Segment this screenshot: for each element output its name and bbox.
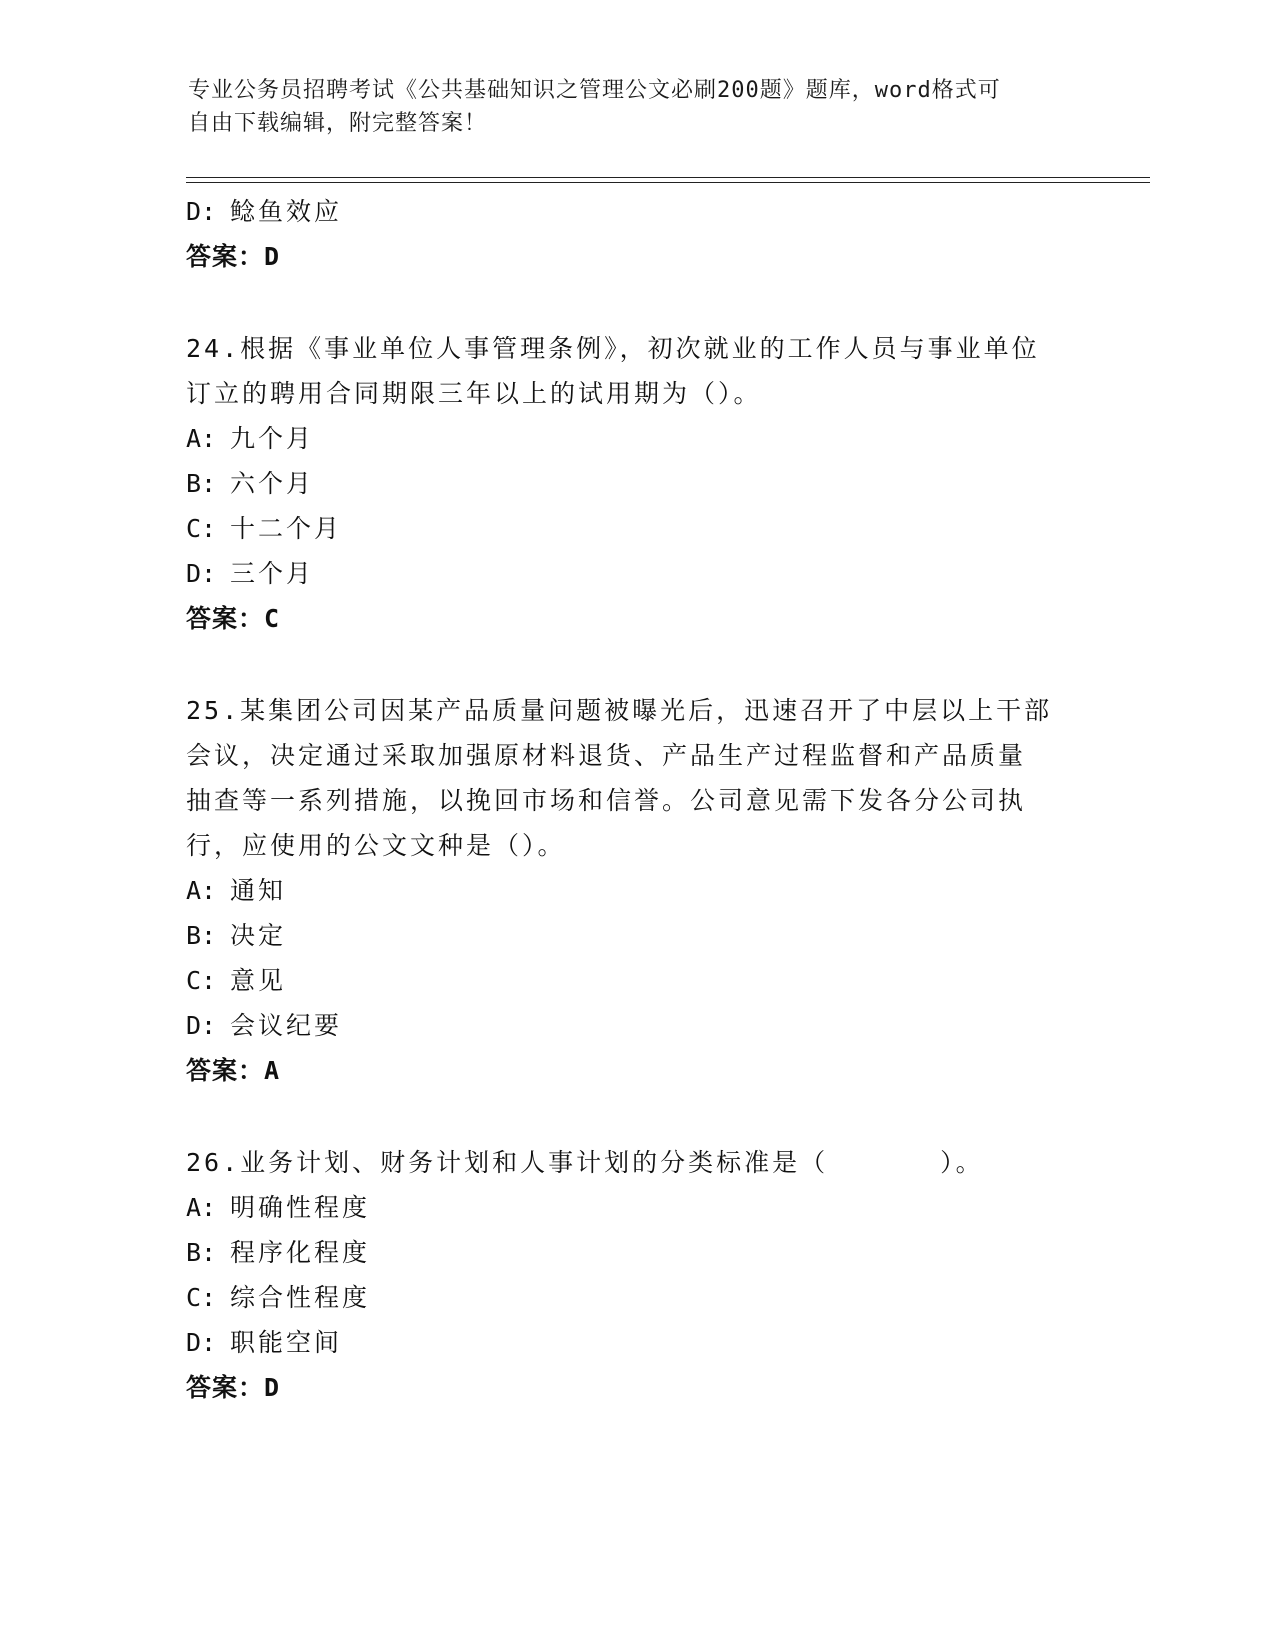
spacer: [186, 1093, 1086, 1140]
answer-value: D: [264, 242, 282, 271]
option-key: D:: [186, 1011, 217, 1040]
option-b: [186, 913, 1086, 958]
header-divider-top: [186, 177, 1150, 178]
option-b: [186, 1230, 1086, 1275]
option-text: 通知: [230, 876, 287, 905]
option-key: B:: [186, 469, 217, 498]
option-key: B:: [186, 921, 217, 950]
option-key: C:: [186, 966, 217, 995]
option-c: [186, 1275, 1086, 1320]
spacer: [186, 641, 1086, 688]
question-list: [186, 189, 1086, 1410]
option-key: B:: [186, 1238, 217, 1267]
answer-label: 答案：: [186, 242, 265, 271]
spacer: [186, 279, 1086, 326]
option-text: 九个月: [230, 424, 315, 453]
answer-label: 答案：: [186, 1056, 265, 1085]
answer-line: [186, 1048, 1086, 1093]
page-header: [188, 74, 1088, 140]
option-text: 决定: [230, 921, 287, 950]
option-text: 明确性程度: [230, 1193, 371, 1222]
question-text-line: 25.某集团公司因某产品质量问题被曝光后，迅速召开了中层以上干部: [186, 696, 1053, 725]
answer-value: C: [264, 604, 282, 633]
question-text-line: 订立的聘用合同期限三年以上的试用期为（）。: [186, 379, 762, 408]
answer-line: [186, 596, 1086, 641]
question-text-line: 26.业务计划、财务计划和人事计划的分类标准是（ ）。: [186, 1148, 984, 1177]
option-a: [186, 1185, 1086, 1230]
header-divider-bottom: [186, 182, 1150, 183]
option-d: [186, 1003, 1086, 1048]
option-key: D:: [186, 559, 217, 588]
answer-value: D: [264, 1373, 282, 1402]
question-text-line: 24.根据《事业单位人事管理条例》，初次就业的工作人员与事业单位: [186, 334, 1040, 363]
question-25: [186, 688, 1086, 1093]
question-24: [186, 326, 1086, 641]
option-key: D:: [186, 197, 217, 226]
option-b: [186, 461, 1086, 506]
option-text: 职能空间: [230, 1328, 343, 1357]
option-key: A:: [186, 876, 217, 905]
option-a: [186, 868, 1086, 913]
option-key: A:: [186, 424, 217, 453]
prev-question-tail: [186, 189, 1086, 279]
option-text: 十二个月: [230, 514, 343, 543]
question-26: [186, 1140, 1086, 1410]
option-text: 六个月: [230, 469, 315, 498]
question-text-line: 会议，决定通过采取加强原材料退货、产品生产过程监督和产品质量: [186, 741, 1027, 770]
header-line-2: 自由下载编辑，附完整答案！: [188, 111, 488, 136]
option-c: [186, 958, 1086, 1003]
option-d: [186, 551, 1086, 596]
question-text-line: 抽查等一系列措施，以挽回市场和信誉。公司意见需下发各分公司执: [186, 786, 1027, 815]
option-key: C:: [186, 1283, 217, 1312]
option-text: 三个月: [230, 559, 315, 588]
option-text: 会议纪要: [230, 1011, 343, 1040]
option-d: [186, 1320, 1086, 1365]
option-key: A:: [186, 1193, 217, 1222]
option-d: [186, 189, 1086, 234]
option-text: 综合性程度: [230, 1283, 371, 1312]
answer-value: A: [264, 1056, 282, 1085]
option-key: D:: [186, 1328, 217, 1357]
option-text: 程序化程度: [230, 1238, 371, 1267]
option-key: C:: [186, 514, 217, 543]
question-text-line: 行，应使用的公文文种是（）。: [186, 831, 566, 860]
option-a: [186, 416, 1086, 461]
header-line-1: 专业公务员招聘考试《公共基础知识之管理公文必刷200题》题库，word格式可: [188, 78, 1001, 103]
answer-line: [186, 234, 1086, 279]
option-text: 意见: [230, 966, 287, 995]
answer-line: [186, 1365, 1086, 1410]
answer-label: 答案：: [186, 604, 265, 633]
option-c: [186, 506, 1086, 551]
answer-label: 答案：: [186, 1373, 265, 1402]
option-text: 鲶鱼效应: [230, 197, 343, 226]
